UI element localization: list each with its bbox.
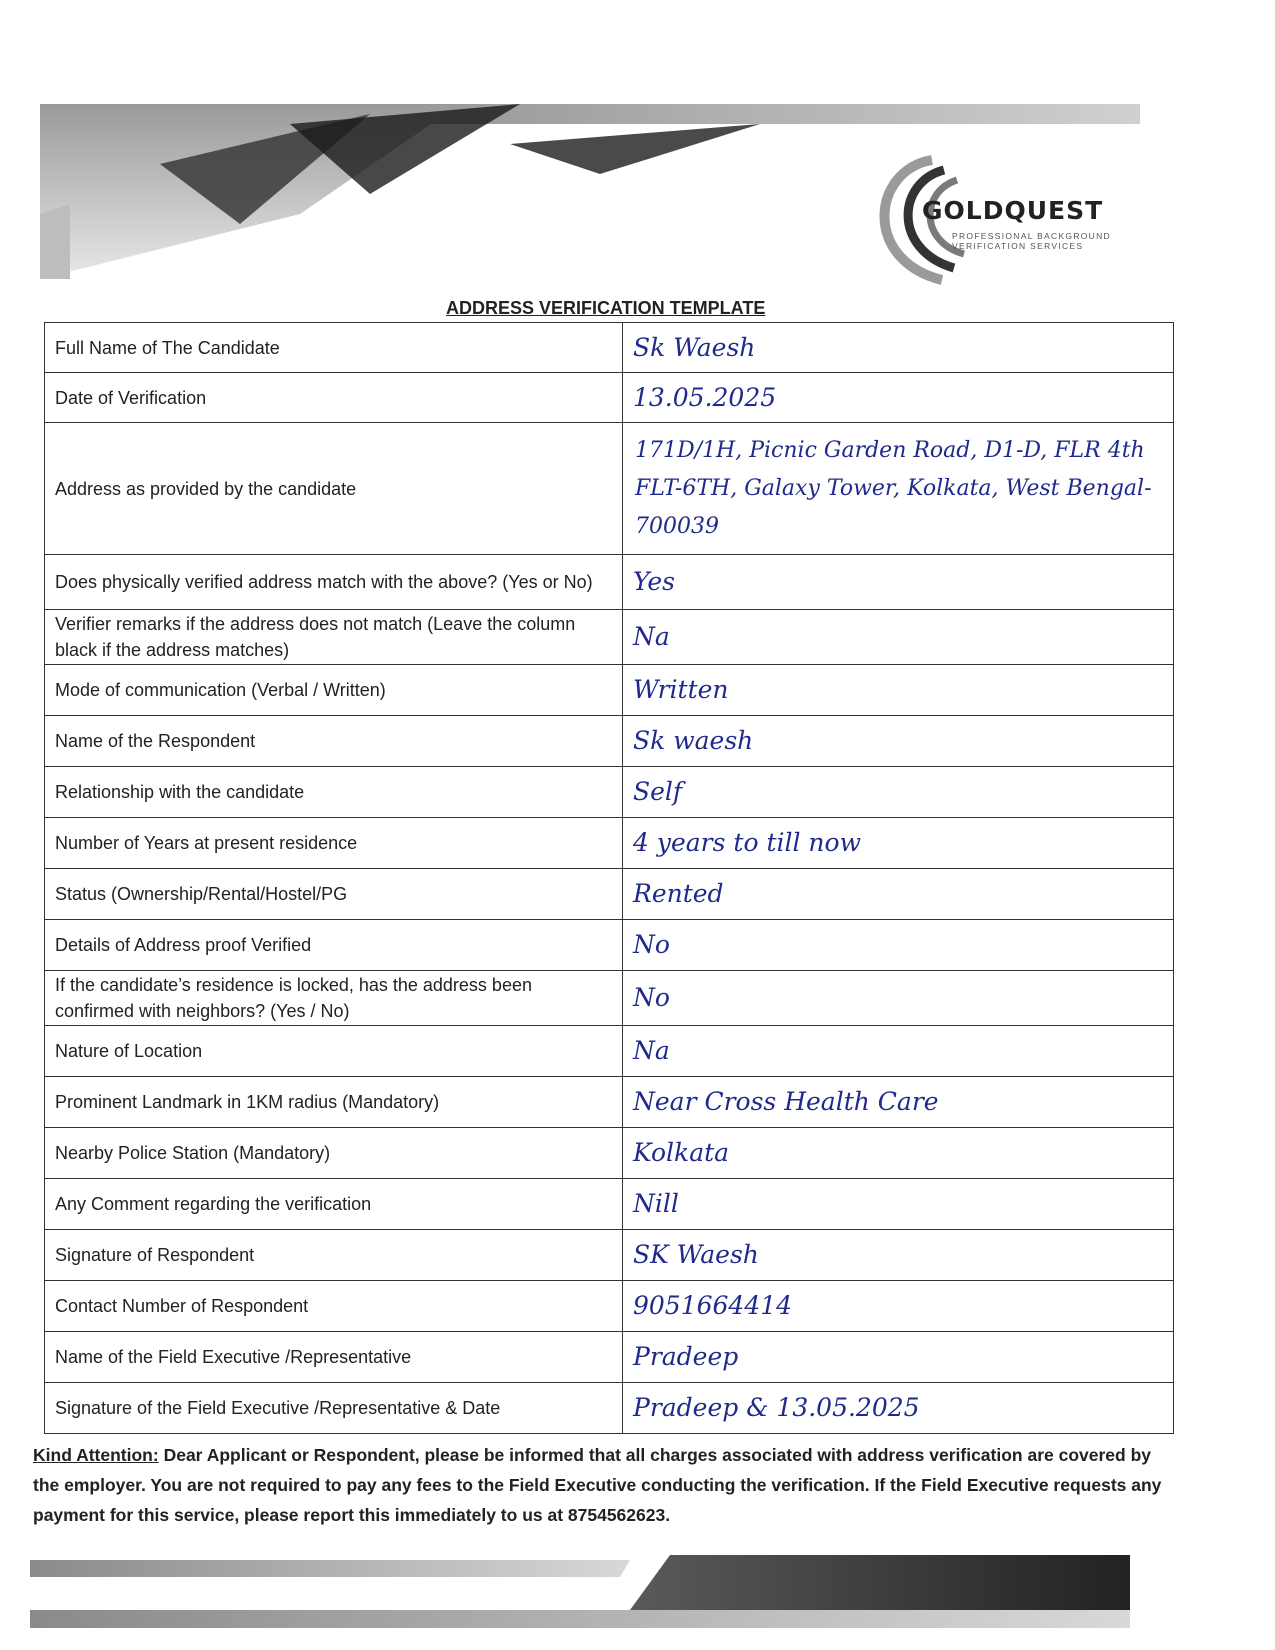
table-row	[45, 665, 1174, 716]
table-row	[45, 818, 1174, 869]
logo-wordmark: GOLDQUEST	[922, 196, 1104, 225]
row-label: Does physically verified address match with the above? (Yes or No)	[45, 555, 623, 610]
row-value: Na	[623, 1026, 1174, 1077]
row-value: Pradeep	[623, 1332, 1174, 1383]
table-row	[45, 716, 1174, 767]
row-label: Verifier remarks if the address does not match (Leave the column black if the address matches)	[45, 610, 623, 665]
table-row	[45, 1077, 1174, 1128]
table-row	[45, 555, 1174, 610]
row-label: Mode of communication (Verbal / Written)	[45, 665, 623, 716]
notice-text: Dear Applicant or Respondent, please be informed that all charges associated with address verification are covered by the employer. You are not required to pay any fees to the Field Executive conducting the verification. If the Field Executive requests any payment for this service, please report this immediately to us at 8754562623.	[33, 1445, 1162, 1525]
row-value: 4 years to till now	[623, 818, 1174, 869]
row-label: Contact Number of Respondent	[45, 1281, 623, 1332]
row-value: Na	[623, 610, 1174, 665]
table-row	[45, 1179, 1174, 1230]
row-label: Full Name of The Candidate	[45, 323, 623, 373]
verification-table	[44, 322, 1174, 1434]
row-value: 13.05.2025	[623, 373, 1174, 423]
kind-attention-notice	[33, 1440, 1173, 1530]
table-row	[45, 323, 1174, 373]
row-label: Name of the Respondent	[45, 716, 623, 767]
footer-banner	[30, 1555, 1210, 1640]
row-label: Nearby Police Station (Mandatory)	[45, 1128, 623, 1179]
table-row	[45, 423, 1174, 555]
row-value: Rented	[623, 869, 1174, 920]
row-label: Date of Verification	[45, 373, 623, 423]
row-label: Relationship with the candidate	[45, 767, 623, 818]
table-row	[45, 1383, 1174, 1434]
notice-heading: Kind Attention:	[33, 1445, 159, 1465]
row-value: 9051664414	[623, 1281, 1174, 1332]
table-row	[45, 1026, 1174, 1077]
row-value: Near Cross Health Care	[623, 1077, 1174, 1128]
table-row	[45, 869, 1174, 920]
row-label: Name of the Field Executive /Representative	[45, 1332, 623, 1383]
row-value: Sk Waesh	[623, 323, 1174, 373]
row-label: Number of Years at present residence	[45, 818, 623, 869]
table-row	[45, 1128, 1174, 1179]
page-title: ADDRESS VERIFICATION TEMPLATE	[446, 298, 766, 318]
row-value: Nill	[623, 1179, 1174, 1230]
row-value: No	[623, 920, 1174, 971]
row-label: Prominent Landmark in 1KM radius (Mandatory)	[45, 1077, 623, 1128]
row-label: Signature of the Field Executive /Representative & Date	[45, 1383, 623, 1434]
row-value: Sk waesh	[623, 716, 1174, 767]
table-row	[45, 1332, 1174, 1383]
logo-subtitle: PROFESSIONAL BACKGROUND VERIFICATION SERVICES	[952, 231, 1111, 251]
row-label: Details of Address proof Verified	[45, 920, 623, 971]
row-label: If the candidate’s residence is locked, has the address been confirmed with neighbors? (Yes / No)	[45, 971, 623, 1026]
table-row	[45, 920, 1174, 971]
table-row	[45, 373, 1174, 423]
row-value: Written	[623, 665, 1174, 716]
table-row	[45, 1230, 1174, 1281]
row-value: 171D/1H, Picnic Garden Road, D1-D, FLR 4th FLT-6TH, Galaxy Tower, Kolkata, West Bengal-700039	[623, 423, 1174, 555]
row-label: Signature of Respondent	[45, 1230, 623, 1281]
row-label: Nature of Location	[45, 1026, 623, 1077]
table-row	[45, 1281, 1174, 1332]
row-label: Address as provided by the candidate	[45, 423, 623, 555]
row-value: SK Waesh	[623, 1230, 1174, 1281]
row-label: Status (Ownership/Rental/Hostel/PG	[45, 869, 623, 920]
table-row	[45, 971, 1174, 1026]
row-value: No	[623, 971, 1174, 1026]
row-value: Pradeep & 13.05.2025	[623, 1383, 1174, 1434]
row-label: Any Comment regarding the verification	[45, 1179, 623, 1230]
table-row	[45, 767, 1174, 818]
table-row	[45, 610, 1174, 665]
row-value: Kolkata	[623, 1128, 1174, 1179]
row-value: Self	[623, 767, 1174, 818]
row-value: Yes	[623, 555, 1174, 610]
